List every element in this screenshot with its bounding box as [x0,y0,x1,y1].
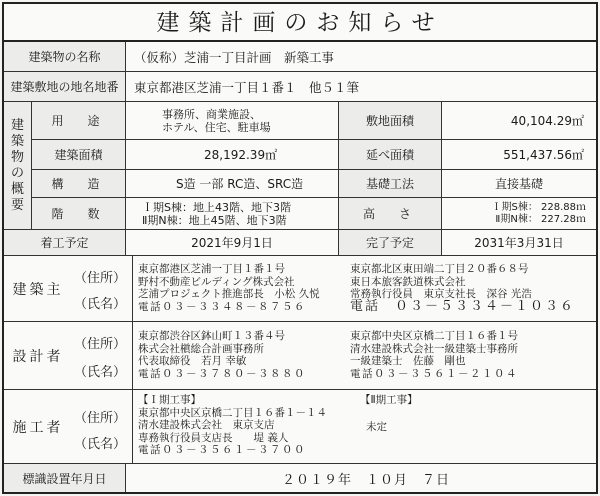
designer-label: 設計者 [12,348,64,365]
structure-label: 構 造 [32,170,126,197]
building-overview-label: 建 築 物 の 概 要 [4,102,32,230]
building-area-value: 28,192.39㎡ [204,148,278,162]
sign-title: 建築計画のお知らせ [4,4,596,42]
owner-name-label: （氏名） [74,296,127,312]
total-floor-area-label: 延べ面積 [338,140,442,169]
usage-row [32,102,596,140]
structure-row [32,170,596,198]
owner-2: 東京都北区東田端二丁目２０番６８号 東日本旅客鉄道株式会社 常務執行役員 東京支社長 深谷 光浩 電話 ０３－５３３４－１０３６ [350,263,576,314]
posted-date-value: ２０１９年 １０月 ７日 [282,472,451,488]
contractor-phase2: 【Ⅱ期工事】 未定 [360,394,418,433]
contractor-name-label: （氏名） [74,436,127,452]
contractor-address-label: （住所） [74,410,127,426]
contractor-label: 施工者 [12,419,64,436]
usage-value: 事務所、商業施設、 ホテル、住宅、駐車場 [162,107,271,134]
designer-2: 東京都中央区京橋二丁目１６番１号 清水建設株式会社一級建築士事務所 一級建築士 佐藤 剛也 電話０３－３５６１－２１０４ [350,330,518,380]
height-label: 高 さ [338,198,442,229]
site-address-label: 建築敷地の地名地番 [4,72,126,101]
usage-label: 用 途 [32,102,126,139]
owner-label: 建築主 [12,281,64,298]
designer-divider [132,322,133,389]
building-area-row [32,140,596,170]
schedule-row [4,230,596,256]
floors-value: Ｉ期S棟：地上43階、地下3階 Ⅱ期N棟：地上45階、地下3階 [142,200,291,227]
site-address-value: 東京都港区芝浦一丁目１番１ 他５１筆 [134,79,360,95]
site-address-row [4,72,596,102]
posted-date-label: 標識設置年月日 [4,464,126,492]
foundation-value: 直接基礎 [494,177,543,191]
completion-label: 完了予定 [338,230,442,255]
building-name-row [4,42,596,72]
floors-row [32,198,596,230]
contractor-divider [132,390,133,463]
building-name-label: 建築物の名称 [4,42,126,71]
foundation-label: 基礎工法 [338,170,442,197]
designer-address-label: （住所） [74,336,127,352]
start-label: 着工予定 [4,230,126,255]
site-area-value: 40,104.29㎡ [510,114,584,128]
site-area-label: 敷地面積 [338,102,442,139]
owner-address-label: （住所） [74,270,127,286]
owner-1: 東京都港区芝浦一丁目１番１号 野村不動産ビルディング株式会社 芝浦プロジェクト推進部長 小松 久悦 電話０３－３３４８－８７５６ [138,263,320,313]
completion-value: 2031年3月31日 [474,236,564,250]
contractor-phase1: 【Ｉ期工事】 東京都中央区京橋二丁目１６番１－１４ 清水建設株式会社 東京支店 専務執行役員支店長 堤 義人 電話０３－３５６１－３７００ [138,394,327,457]
designer-1: 東京都渋谷区鉢山町１３番４号 株式会社槇総合計画事務所 代表取締役 若月 幸敏 電話０３－３７８０－３８８０ [138,330,306,380]
building-name-value: （仮称）芝浦一丁目計画 新築工事 [134,49,335,65]
designer-row [4,322,596,390]
owner-divider [132,256,133,321]
owner-row [4,256,596,322]
notice-sign [2,2,598,494]
start-value: 2021年9月1日 [191,236,273,250]
total-floor-area-value: 551,437.56㎡ [503,148,584,162]
structure-value: S造 一部 RC造、SRC造 [176,177,304,191]
height-value: Ｉ期S棟： 228.88ｍ Ⅱ期N棟： 227.28ｍ [491,201,586,225]
floors-label: 階 数 [32,198,126,229]
building-area-label: 建築面積 [32,140,126,169]
posted-date-row [4,464,596,492]
designer-name-label: （氏名） [74,364,127,380]
contractor-row [4,390,596,464]
